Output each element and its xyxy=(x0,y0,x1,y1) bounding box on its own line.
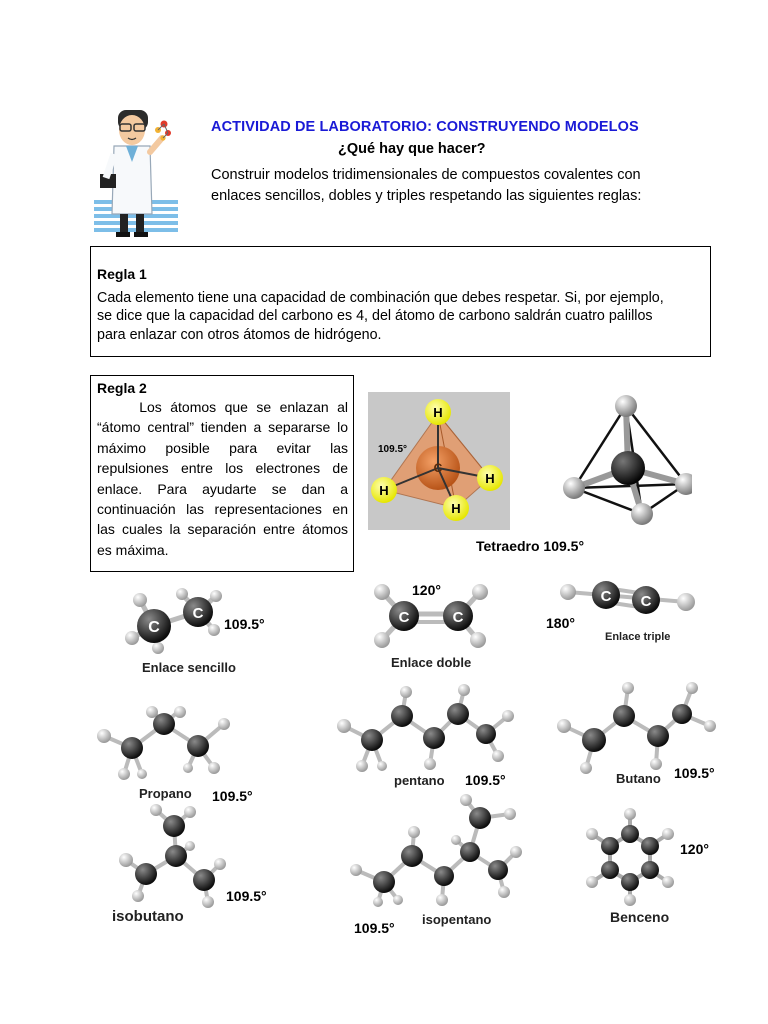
intro-line-2: enlaces sencillos, dobles y triples respetando las siguientes reglas: xyxy=(211,188,642,204)
single-bond-c2: C xyxy=(192,605,204,622)
pentane-caption: pentano xyxy=(394,773,445,788)
rule-2-box xyxy=(90,375,354,572)
single-bond-caption: Enlace sencillo xyxy=(142,660,236,675)
single-bond-model xyxy=(118,586,228,654)
propane-angle: 109.5° xyxy=(212,788,253,804)
tetrahedron-angle-label: 109.5° xyxy=(378,444,408,455)
double-bond-c2: C xyxy=(452,609,464,626)
isopentane-caption: isopentano xyxy=(422,912,492,927)
triple-bond-c2: C xyxy=(640,593,652,610)
page-title: ACTIVIDAD DE LABORATORIO: CONSTRUYENDO MODELOS xyxy=(211,119,639,135)
isobutane-angle: 109.5° xyxy=(226,888,267,904)
isobutane-model xyxy=(116,804,228,912)
benzene-caption: Benceno xyxy=(610,909,670,925)
rule-1-heading: Regla 1 xyxy=(97,266,147,282)
rule-1-text xyxy=(97,289,703,344)
triple-bond-caption: Enlace triple xyxy=(605,631,671,643)
page-subtitle: ¿Qué hay que hacer? xyxy=(338,141,486,157)
atom-h-left: H xyxy=(379,483,389,498)
methane-tetrahedron-image xyxy=(368,392,510,530)
double-bond-caption: Enlace doble xyxy=(391,655,472,670)
benzene-angle: 120° xyxy=(680,841,709,857)
isobutane-caption: isobutano xyxy=(112,908,184,925)
single-bond-c1: C xyxy=(148,619,160,636)
atom-c-center: C xyxy=(433,461,443,475)
triple-bond-angle: 180° xyxy=(546,615,575,631)
atom-h-right: H xyxy=(485,471,495,486)
butane-model xyxy=(552,680,720,776)
pentane-angle: 109.5° xyxy=(465,772,506,788)
tetrahedron-caption: Tetraedro 109.5° xyxy=(476,538,585,554)
rule-1-box xyxy=(90,246,711,357)
butane-caption: Butano xyxy=(616,771,661,786)
intro-paragraph xyxy=(211,165,691,207)
rule-1-line-2: se dice que la capacidad del carbono es 4, del átomo de carbono saldrán cuatro palillos xyxy=(97,308,653,325)
propane-model xyxy=(92,706,234,786)
triple-bond-model xyxy=(556,578,700,622)
butane-angle: 109.5° xyxy=(674,765,715,781)
double-bond-angle: 120° xyxy=(412,582,441,598)
propane-caption: Propano xyxy=(139,786,192,801)
scientist-illustration xyxy=(92,102,182,240)
atom-h-top: H xyxy=(433,405,443,420)
isopentane-angle: 109.5° xyxy=(354,920,395,936)
rule-1-line-3: para enlazar con otros átomos de hidrógeno. xyxy=(97,326,382,343)
rule-1-line-1: Cada elemento tiene una capacidad de combinación que debes respetar. Si, por ejemplo, xyxy=(97,290,664,306)
benzene-model xyxy=(582,806,678,908)
rule-2-text: Los átomos que se enlazan al “átomo central” tienden a separarse lo máximo posible para evitar las repulsiones entre los electrones de enlace. Para ayudarte se dan a continuación las representaciones en las cuales la separación entre átomos es máxima. xyxy=(97,399,352,558)
isopentane-model xyxy=(348,792,528,908)
rule-2-heading: Regla 2 xyxy=(97,380,147,396)
triple-bond-c1: C xyxy=(600,588,612,605)
double-bond-c1: C xyxy=(398,609,410,626)
intro-line-1: Construir modelos tridimensionales de compuestos covalentes con xyxy=(211,167,641,183)
wireframe-tetrahedron-image xyxy=(556,392,692,526)
pentane-model xyxy=(332,684,518,776)
atom-h-bottom: H xyxy=(451,501,461,516)
single-bond-angle: 109.5° xyxy=(224,616,265,632)
